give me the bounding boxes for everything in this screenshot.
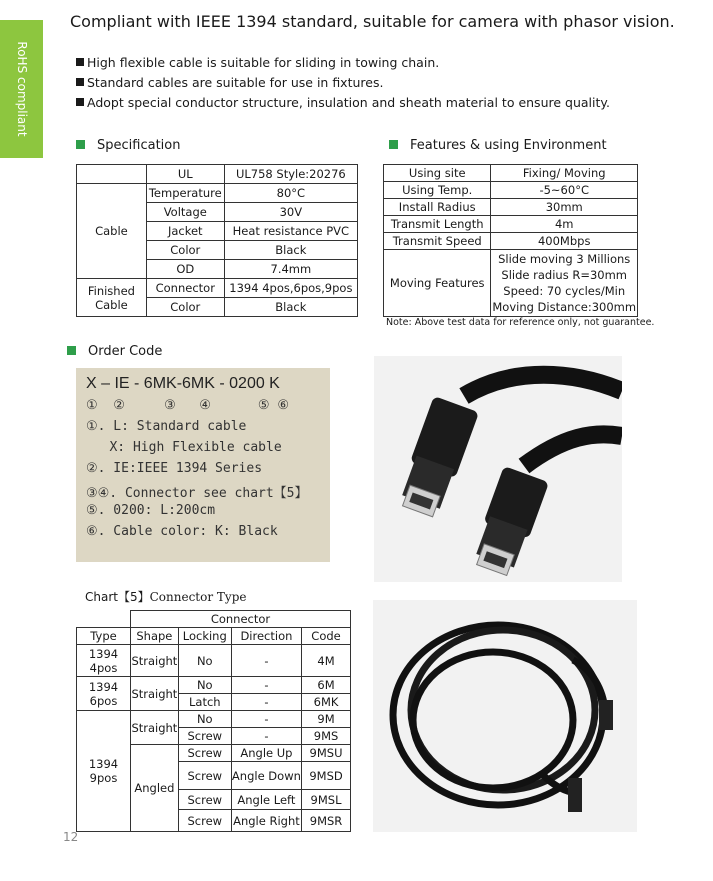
table-row: Screw - 9MS	[77, 728, 351, 745]
bullet-item: High flexible cable is suitable for sliding in towing chain.	[76, 53, 610, 73]
table-row: Screw Angle Right 9MSR	[77, 810, 351, 832]
green-square-icon	[389, 140, 398, 149]
table-row: Jacket Heat resistance PVC	[77, 222, 358, 241]
square-bullet-icon	[76, 98, 84, 106]
table-row: 1394 9pos Straight No - 9M	[77, 711, 351, 728]
table-row: 1394 6pos Straight No - 6M	[77, 677, 351, 694]
table-row	[77, 611, 351, 628]
features-note: Note: Above test data for reference only, not guarantee.	[386, 317, 655, 328]
chart5-caption: Chart【5】Connector Type	[85, 590, 247, 604]
order-code-line: ②. IE:IEEE 1394 Series	[86, 461, 263, 476]
connector-type-table	[76, 610, 351, 832]
connector-group-header: Connector	[131, 611, 351, 628]
square-bullet-icon	[76, 58, 84, 66]
specification-table	[76, 164, 358, 317]
connector-illustration	[374, 356, 622, 582]
table-row: Using Temp. -5~60°C	[384, 182, 638, 199]
feature-bullets	[76, 53, 610, 113]
table-row: Install Radius 30mm	[384, 199, 638, 216]
bullet-item: Standard cables are suitable for use in fixtures.	[76, 73, 610, 93]
cable-coil-photo	[373, 600, 637, 832]
order-code-line: ⑥. Cable color: K: Black	[86, 524, 278, 539]
page-number: 12	[63, 830, 79, 844]
green-square-icon	[67, 346, 76, 355]
order-code-string: X – IE - 6MK-6MK - 0200 K	[86, 375, 280, 392]
green-square-icon	[76, 140, 85, 149]
table-row	[384, 250, 638, 317]
table-row: Color Black	[77, 298, 358, 317]
page-headline: Compliant with IEEE 1394 standard, suitable for camera with phasor vision.	[70, 12, 675, 31]
moving-features-values: Slide moving 3 Millions Slide radius R=30mm Speed: 70 cycles/Min Moving Distance:300mm	[491, 250, 638, 317]
order-code-box	[76, 368, 330, 562]
cable-group-label: Cable	[77, 184, 147, 279]
bullet-item: Adopt special conductor structure, insulation and sheath material to ensure quality.	[76, 93, 610, 113]
table-row: Transmit Length 4m	[384, 216, 638, 233]
cable-coil-illustration	[373, 600, 637, 832]
table-row: Transmit Speed 400Mbps	[384, 233, 638, 250]
connector-photo	[374, 356, 622, 582]
specification-title: Specification	[76, 138, 180, 153]
order-code-markers: ① ② ③ ④ ⑤ ⑥	[86, 398, 289, 413]
order-code-title: Order Code	[67, 344, 162, 359]
table-row: Latch - 6MK	[77, 694, 351, 711]
order-code-line: ③④. Connector see chart【5】	[86, 486, 308, 501]
table-header-row: Type Shape Locking Direction Code	[77, 628, 351, 645]
finished-cable-group-label: Finished Cable	[77, 279, 147, 317]
table-row: Angled Screw Angle Up 9MSU	[77, 745, 351, 762]
features-table	[383, 164, 638, 317]
table-row: 1394 4pos Straight No - 4M	[77, 645, 351, 677]
rohs-side-tab	[0, 20, 43, 158]
order-code-line: ⑤. 0200: L:200cm	[86, 503, 216, 518]
order-code-line: ①. L: Standard cable	[86, 419, 247, 434]
table-row: OD 7.4mm	[77, 260, 358, 279]
table-row: Cable Temperature 80°C	[77, 184, 358, 203]
order-code-line: X: High Flexible cable	[86, 440, 282, 455]
features-title: Features & using Environment	[389, 138, 607, 153]
table-row: Voltage 30V	[77, 203, 358, 222]
table-row: Screw Angle Left 9MSL	[77, 790, 351, 810]
table-row: Using site Fixing/ Moving	[384, 165, 638, 182]
table-row: UL UL758 Style:20276	[77, 165, 358, 184]
table-row: Color Black	[77, 241, 358, 260]
table-row: Screw Angle Down 9MSD	[77, 762, 351, 790]
moving-features-label: Moving Features	[384, 250, 491, 317]
square-bullet-icon	[76, 78, 84, 86]
rohs-label: RoHS compliant	[14, 41, 29, 137]
table-row: Finished Cable Connector 1394 4pos,6pos,9pos	[77, 279, 358, 298]
